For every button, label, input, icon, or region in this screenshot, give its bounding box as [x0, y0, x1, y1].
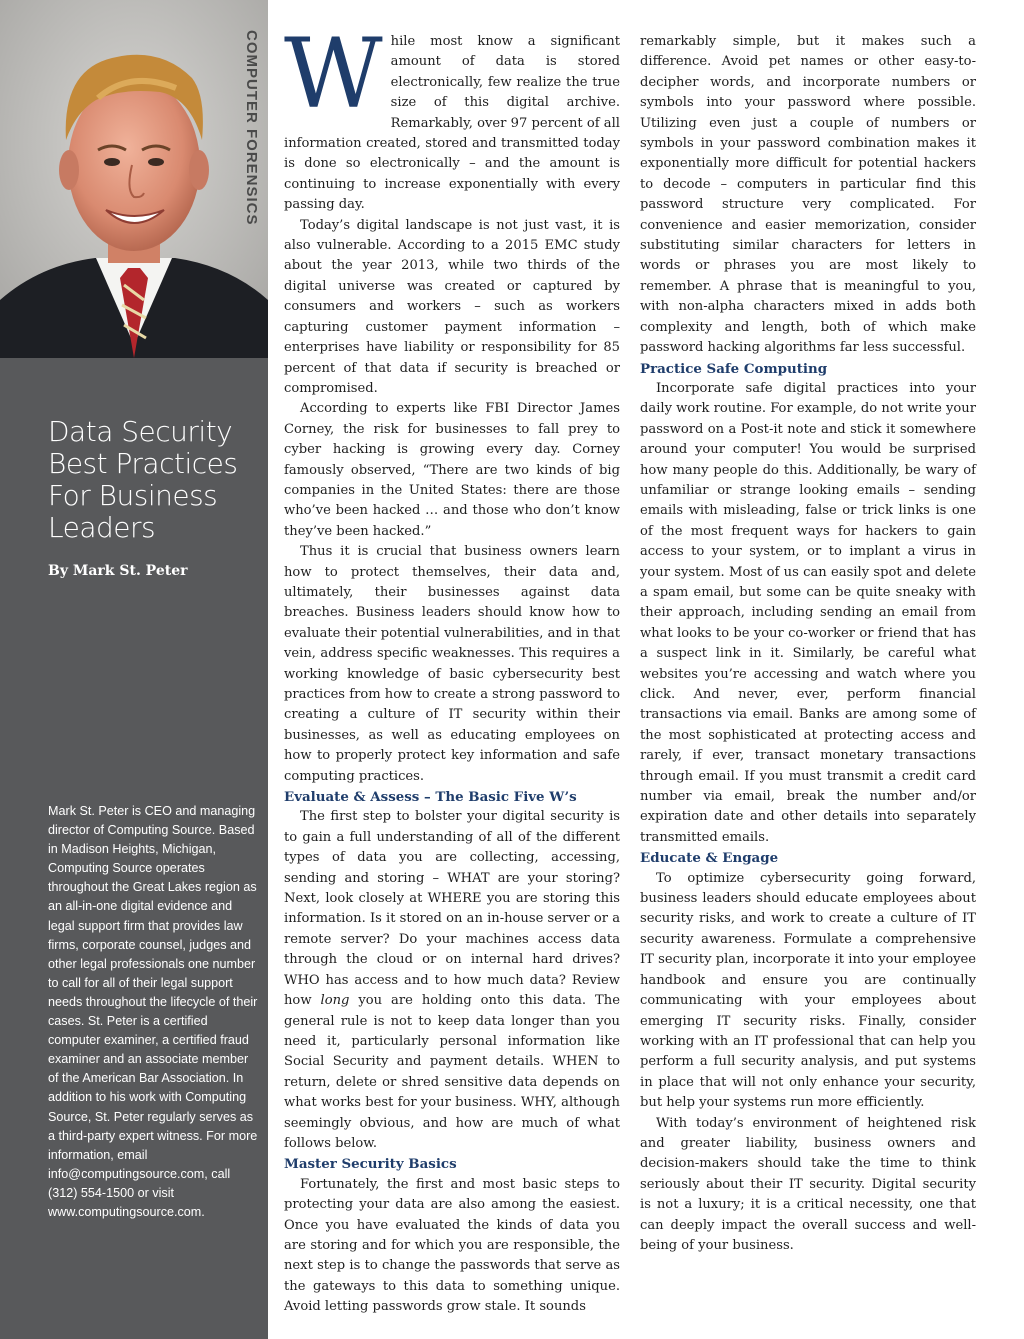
- section-heading: Educate & Engage: [640, 850, 779, 867]
- paragraph: According to experts like FBI Director James Corney, the risk for businesses to fall prey to cyber hacking is growing every day. Corney famously observed, “There are two kinds of big companies in the United States: there are those who’ve been hacked … and those who don’t know they’ve been hacked.”: [284, 401, 620, 539]
- article-title: Data Security Best Practices For Business Leaders: [48, 415, 238, 544]
- sidebar: [0, 0, 268, 1339]
- paragraph: To optimize cybersecurity going forward, business leaders should educate employees about security risks, and work to create a culture of IT security awareness. Formulate a comprehensive IT security plan, incorporate it into your employee handbook and ensure you are continually communicating with your employees about emerging IT security risks. Finally, consider working with an IT professional that can help you perform a full security analysis, and put systems in place that will not only enhance your security, but help your systems run more efficiently.: [640, 870, 976, 1111]
- section-heading: Evaluate & Assess – The Basic Five W’s: [284, 789, 577, 806]
- paragraph-text: you are holding onto this data. The general rule is not to keep data longer than you need it, particularly personal information like Social Security and payment details. WHEN to return, delete or shred sensitive data depends on what works best for your business. WHY, although seemingly obvious, and how are much of what follows below.: [284, 993, 620, 1151]
- drop-cap: W: [284, 18, 383, 130]
- author-photo: [0, 0, 268, 358]
- byline: By Mark St. Peter: [48, 563, 188, 579]
- author-portrait-image: [0, 0, 268, 358]
- article-column-1: [284, 18, 620, 1318]
- section-heading: Master Security Basics: [284, 1156, 457, 1173]
- paragraph: remarkably simple, but it makes such a difference. Avoid pet names or other easy-to-decipher words, and incorporate numbers or symbols into your password where possible. Utilizing even just a couple of numbers or symbols in your password combination makes it exponentially more difficult for potential hackers to decode – computers in particular find this password structure very complicated. For convenience and easier memorization, consider substituting similar characters for letters in words or phrases you are most likely to remember. A phrase that is meaningful to you, with non-alpha characters mixed in adds both complexity and length, both of which make password hacking algorithms far less successful.: [640, 34, 976, 356]
- paragraph: With today’s environment of heightened risk and greater liability, business owners and decision-makers should take the time to think seriously about their IT security. Digital security is not a luxury; it is a critical necessity, one that can deeply impact the overall success and well-being of your business.: [640, 1115, 976, 1253]
- emphasis-text: long: [320, 993, 350, 1009]
- paragraph: [284, 807, 620, 1154]
- paragraph: [284, 18, 620, 216]
- article-column-2: [640, 32, 976, 1256]
- section-label: COMPUTER FORENSICS: [243, 30, 260, 226]
- paragraph: Today’s digital landscape is not just vast, it is also vulnerable. According to a 2015 EMC study about the year 2013, while two thirds of the digital universe was created or captured by consumers and workers – such as workers capturing customer payment information – enterprises have liability or responsibility for 85 percent of that data if security is breached or compromised.: [284, 217, 620, 396]
- paragraph: Fortunately, the first and most basic steps to protecting your data are also among the easiest. Once you have evaluated the kinds of data you are storing and for which you are responsible, the next step is to change the passwords that serve as the gateways to this data to something unique. Avoid letting passwords grow stale. It sounds: [284, 1176, 620, 1315]
- author-bio: Mark St. Peter is CEO and managing director of Computing Source. Based in Madison Heights, Michigan, Computing Source operates throughout the Great Lakes region as an all-in-one digital evidence and legal support firm that provides law firms, corporate counsel, judges and other legal professionals one number to call for all of their legal support needs throughout the lifecycle of their cases. St. Peter is a certified computer examiner, a certified fraud examiner and an associate member of the American Bar Association. In addition to his work with Computing Source, St. Peter regularly serves as a third-party expert witness. For more information, email info@computingsource.com, call (312) 554-1500 or visit www.computingsource.com.: [48, 804, 258, 1219]
- section-heading: Practice Safe Computing: [640, 360, 828, 377]
- paragraph-text: hile most know a significant amount of data is stored electronically, few realize the true size of this digital archive. Remarkably, over 97 percent of all information created, stored and transmitted today is done so electronically – and the amount is continuing to increase exponentially with every passing day.: [284, 34, 620, 213]
- paragraph: Incorporate safe digital practices into your daily work routine. For example, do not write your password on a Post-it note and stick it somewhere around your computer! You would be surprised how many people do this. Additionally, be wary of unfamiliar or strange looking emails – sending emails with misleading, false or trick links is one of the most frequent ways for hackers to gain access to your system, or to implant a virus in your system. Most of us can easily spot and delete a spam email, but some can be quite sneaky with their approach, including sending an email from what looks to be your co-worker or friend that has a suspect link in it. Similarly, be careful what websites you’re accessing and watch where you click. And never, ever, perform financial transactions via email. Banks are among some of the most sophisticated at protecting access and rarely, if ever, transact monetary transactions through email. If you must transmit a credit card number via email, break the number and/or expiration date and other details into separately transmitted emails.: [640, 380, 976, 845]
- paragraph-text: The first step to bolster your digital security is to gain a full understanding of all of the different types of data you are collecting, accessing, sending and storing – WHAT are your storing? Next, look closely at WHERE you are storing this information. Is it stored on an in-house server or a remote server? Do your machines access data through the cloud or on internal hard drives? WHO has access and to how much data? Review how: [284, 809, 620, 1009]
- paragraph: Thus it is crucial that business owners learn how to protect themselves, their data and, ultimately, their businesses against data breaches. Business leaders should know how to evaluate their potential vulnerabilities, and in that vein, address specific weaknesses. This requires a working knowledge of basic cybersecurity best practices from how to create a strong password to creating a culture of IT security within their businesses, as well as educating employees on how to properly protect key information and safe computing practices.: [284, 544, 620, 784]
